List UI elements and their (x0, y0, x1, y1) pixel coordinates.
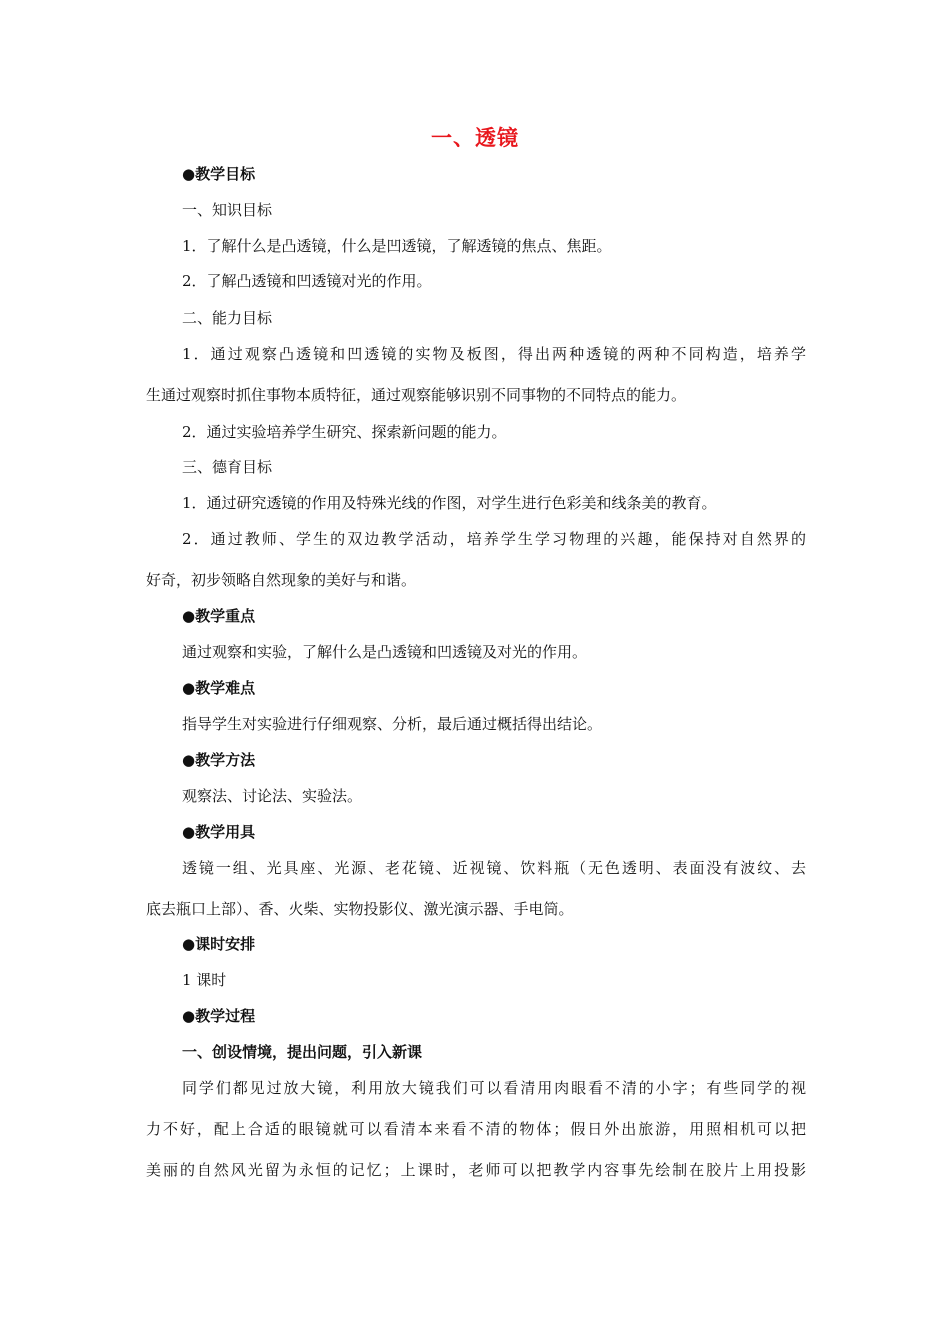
moral-heading: 三、德育目标 (182, 458, 273, 476)
key-point-text: 通过观察和实验，了解什么是凸透镜和凹透镜及对光的作用。 (182, 643, 588, 661)
process-subheading: 一、创设情境，提出问题，引入新课 (182, 1043, 423, 1061)
ability-heading: 二、能力目标 (182, 309, 273, 327)
difficulty-text: 指导学生对实验进行仔细观察、分析，最后通过概括得出结论。 (182, 715, 603, 733)
difficulty-heading: ●教学难点 (182, 679, 256, 697)
moral-item-2-line-2: 好奇，初步领略自然现象的美好与和谐。 (146, 571, 417, 589)
tools-heading: ●教学用具 (182, 823, 256, 841)
process-line-3: 美丽的自然风光留为永恒的记忆；上课时，老师可以把教学内容事先绘制在胶片上用投影 (146, 1161, 806, 1179)
process-line-2: 力不好，配上合适的眼镜就可以看清本来看不清的物体；假日外出旅游，用照相机可以把 (146, 1120, 806, 1138)
ability-item-1-line-2: 生通过观察时抓住事物本质特征，通过观察能够识别不同事物的不同特点的能力。 (146, 386, 687, 404)
method-heading: ●教学方法 (182, 751, 256, 769)
moral-item-2-line-1: 2．通过教师、学生的双边教学活动，培养学生学习物理的兴趣，能保持对自然界的 (182, 530, 806, 548)
knowledge-item-1: 1．了解什么是凸透镜，什么是凹透镜，了解透镜的焦点、焦距。 (182, 237, 612, 255)
tools-line-1: 透镜一组、光具座、光源、老花镜、近视镜、饮料瓶（无色透明、表面没有波纹、去 (182, 859, 806, 877)
tools-line-2: 底去瓶口上部）、香、火柴、实物投影仪、激光演示器、手电筒。 (146, 900, 574, 918)
process-line-1: 同学们都见过放大镜，利用放大镜我们可以看清用肉眼看不清的小字；有些同学的视 (182, 1079, 806, 1097)
schedule-text: 1 课时 (182, 971, 227, 989)
knowledge-heading: 一、知识目标 (182, 201, 273, 219)
ability-item-1-line-1: 1．通过观察凸透镜和凹透镜的实物及板图，得出两种透镜的两种不同构造，培养学 (182, 345, 806, 363)
schedule-heading: ●课时安排 (182, 935, 256, 953)
page-title: 一、透镜 (431, 125, 519, 150)
method-text: 观察法、讨论法、实验法。 (182, 787, 363, 805)
moral-item-1: 1．通过研究透镜的作用及特殊光线的作图，对学生进行色彩美和线条美的教育。 (182, 494, 717, 512)
knowledge-item-2: 2．了解凸透镜和凹透镜对光的作用。 (182, 272, 432, 290)
goals-heading: ●教学目标 (182, 165, 256, 183)
ability-item-2: 2．通过实验培养学生研究、探索新问题的能力。 (182, 423, 507, 441)
process-heading: ●教学过程 (182, 1007, 256, 1025)
key-point-heading: ●教学重点 (182, 607, 256, 625)
